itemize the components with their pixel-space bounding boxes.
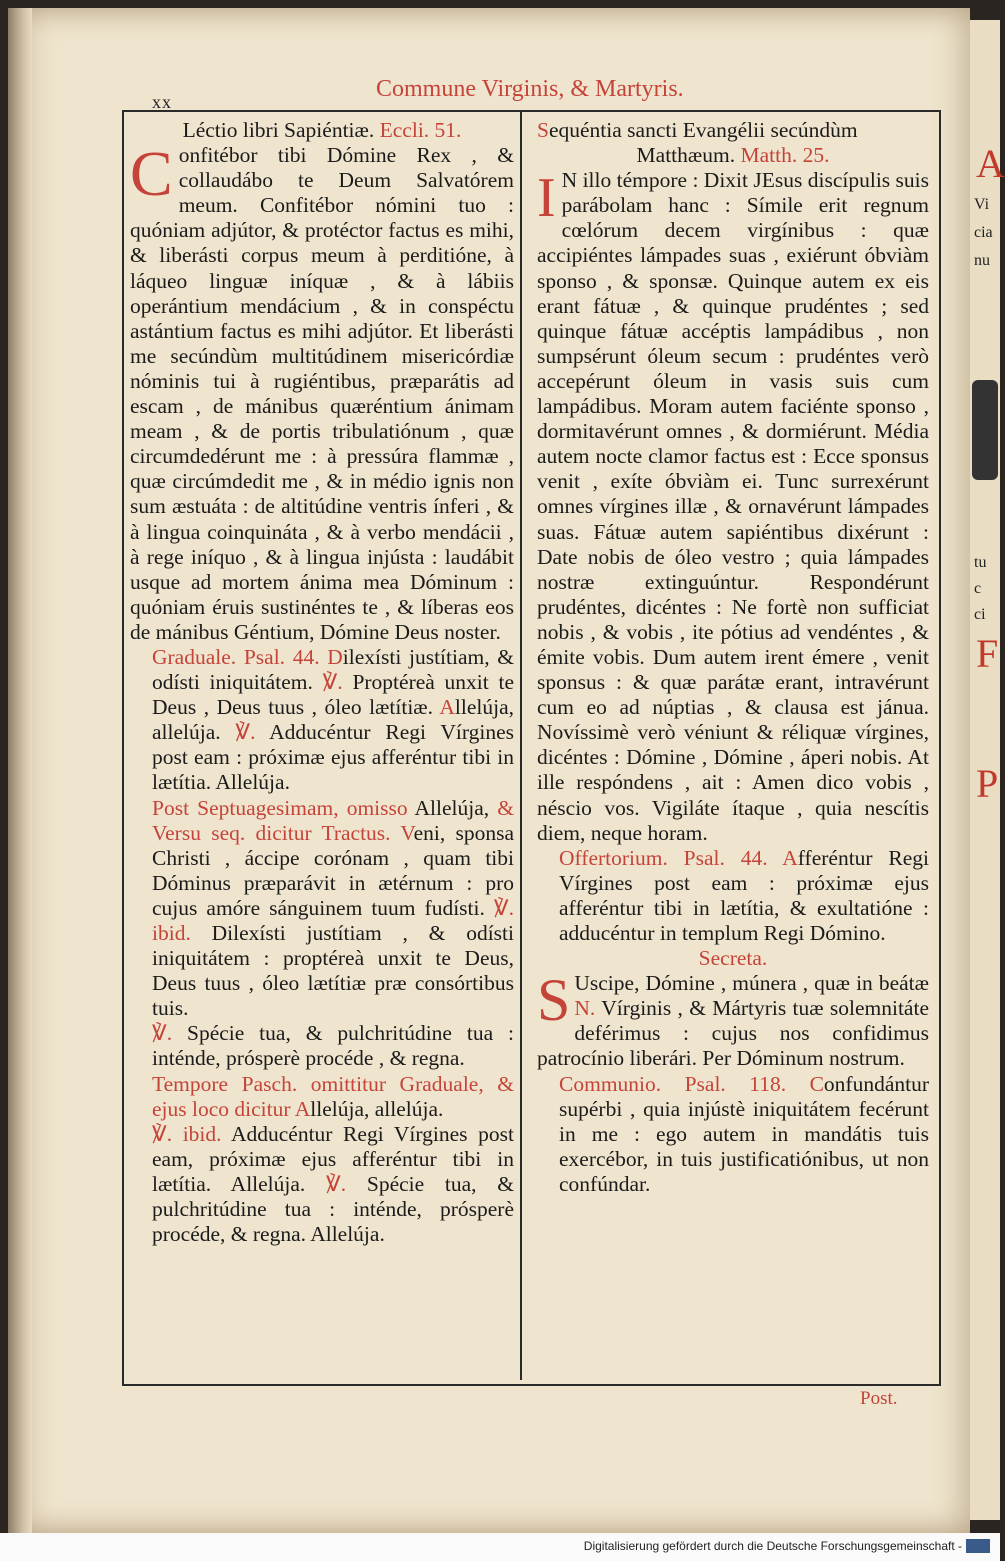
gospel-heading-2 <box>537 143 929 168</box>
rubric-paschal: Tempore Pasch. omittitur Graduale, & ejus loco dicitur <box>152 1071 514 1121</box>
dfg-logo-icon <box>966 1539 990 1553</box>
page-gutter <box>8 8 32 1533</box>
lesson-text: onfitébor tibi Dómine Rex , & collaudábo te Deum Salvatórem meum. Confitébor nómini tuo : quóniam adjútor, & protéctor factus es mihi, & liberásti corpus meum à perditióne, à láqueo linguæ iníquæ , & à lábiis operántium mendácium , & in conspéctu astántium factus es mihi adjútor. Et liberásti me secúndùm multitúdinem misericórdiæ nóminis tui à rugiéntibus, præparátis ad escam , de mánibus quæréntium ánimam meam , & de portis tribulatiónum , quæ circumdedérunt me : à pressúra flammæ , quæ circúmdedit me , & in médio ignis non sum æstuáta : de altitúdine ventris ínferi , & à lingua coinquináta , & à verbo mendácii , à rege iníquo , & à lingua injústa : laudábit usque ad mortem ánima mea Dóminum : quóniam éruis sustinéntes te , & líberas eos de mánibus Géntium, Dómine Deus noster. <box>130 143 514 644</box>
lesson-heading <box>130 118 514 143</box>
facing-text: nu <box>974 252 990 269</box>
alleluia-text: llelúja, allelúja. <box>152 695 514 745</box>
rubric-tractus: & Versu seq. dicitur Tractus. <box>152 795 514 845</box>
specie-verse <box>130 1021 514 1071</box>
facing-text: Vi <box>974 196 990 213</box>
alleluia2-text: llelúja, allelúja. <box>310 1096 444 1121</box>
gospel-heading <box>537 118 929 143</box>
secreta-dropcap: S <box>537 967 571 1034</box>
alleluia-cap: A <box>439 695 455 720</box>
tractus-text: eni, sponsa Christi , áccipe corónam , quam tibi Dóminus præparávit in ætérnum : pro cujus amóre sánguinem tuum fudísti. <box>152 820 514 920</box>
graduale-label: Graduale. Psal. 44. <box>152 644 320 669</box>
final-text: Adducéntur Regi Vírgines post eam, próximæ ejus afferéntur tibi in lætítia. Allelúja. <box>152 1121 514 1196</box>
offertory-label: Offertorium. Psal. 44. <box>559 845 768 870</box>
rubric-alleluia: Allelúja, <box>414 795 490 820</box>
tractus <box>130 796 514 1022</box>
offertory-cap: A <box>782 845 798 870</box>
facing-ornament <box>972 380 998 480</box>
page-number: xx <box>152 92 172 112</box>
facing-red-letter: A <box>976 141 1005 186</box>
catchword: Post. <box>860 1388 898 1409</box>
specie-text: Spécie tua, & pulchritúdine tua : inténde, prósperè procéde , & regna. <box>152 1021 514 1071</box>
facing-text: c <box>974 580 982 597</box>
communion <box>537 1072 929 1197</box>
footer-credit: Digitalisierung gefördert durch die Deutsche Forschungsgemeinschaft - <box>583 1539 962 1553</box>
offertory-text: fferéntur Regi Vírgines post eam : próximæ ejus afferéntur tibi in lætítia, & exultatióne : adducéntur in templum Regi Dómino. <box>559 845 929 945</box>
facing-text: tu <box>974 554 987 571</box>
graduale <box>130 645 514 796</box>
gospel-dropcap: I <box>537 167 556 230</box>
graduale-text: ilexísti justítiam, & odísti iniquitátem. <box>152 644 515 695</box>
versicle-mark: ℣. <box>326 1171 347 1196</box>
versicle-mark: ℣. <box>235 720 256 745</box>
communion-text: onfundántur supérbi , quia injústè iniquitátem fecérunt in me : ego autem in mandátis tuis exercébor, in tuis justificatiónibus, ut non confúndar. <box>559 1071 930 1196</box>
secreta-text-1: Uscipe, Dómine , múnera , quæ in beátæ <box>574 971 929 996</box>
final-text-2: Spécie tua, & pulchritúdine tua : inténde, prósperè procéde, & regna. Allelúja. <box>152 1171 515 1247</box>
column-divider <box>520 112 522 1380</box>
sequence-title: equéntia sancti Evangélii secúndùm <box>548 118 858 142</box>
paschal-rubric <box>130 1072 514 1122</box>
graduale-text-2: Proptéreà unxit te Deus , Deus tuus , óleo lætítiæ. <box>152 670 515 720</box>
facing-page-edge <box>970 20 1005 1520</box>
offertory <box>537 846 929 946</box>
lesson-title: Léctio libri Sapiéntiæ. <box>182 118 375 142</box>
paschal-verses <box>130 1122 514 1247</box>
left-column <box>130 118 514 1247</box>
versicle-mark: ℣. <box>322 670 343 695</box>
versicle-ibid: ℣. ibid. <box>152 895 514 945</box>
gospel-text: N illo témpore : Dixit JEsus discípulis suis parábolam hanc : Símile erit regnum cœlórum decem virgínibus : quæ accipiéntes lámpades suas , exiérunt óbviàm sponso , & sponsæ. Quinque autem ex eis erant fátuæ , & quinque prudéntes ; sed quinque fátuæ accéptis lampádibus , non sumpsérunt óleum secum : prudéntes verò accepérunt óleum in vasis suis cum lampádibus. Moram autem faciénte sponso , dormitavérunt omnes , & dormiérunt. Média autem nocte clamor factus est : Ecce sponsus venit , exíte óbviàm ei. Tunc surrexérunt omnes vírgines illæ , & ornavérunt lámpades suas. Fátuæ autem sapiéntibus dixérunt : Date nobis de óleo vestro ; quia lámpades nostræ extinguúntur. Respondérunt prudéntes, dicéntes : Ne fortè non sufficiat nobis , & vobis , ite pótius ad vendéntes , & émite vobis. Dum autem irent émere , venit sponsus : & quæ parátæ erant, intravérunt cum eo ad núptias , & clausa est jánua. Novíssimè verò véniunt & réliquæ vírgines, dicéntes : Dómine , Dómine , áperi nobis. At ille respóndens , ait : Amen dico vobis , néscio vos. Vigiláte ítaque , quia nescítis diem, neque horam. <box>537 168 929 845</box>
footer-bar <box>0 1533 1000 1561</box>
alleluia2-cap: A <box>294 1096 311 1121</box>
graduale-cap: D <box>327 644 343 669</box>
sequence-cap: S <box>537 118 549 142</box>
gospel-reference: Matth. 25. <box>740 143 830 168</box>
versicle-ibid: ℣. ibid. <box>152 1121 222 1146</box>
lesson-reference: Eccli. 51. <box>379 118 462 142</box>
lesson-body <box>130 138 514 645</box>
right-column <box>537 118 929 1197</box>
secreta <box>537 967 929 1071</box>
tractus-text-2: Dilexísti justítiam , & odísti iniquitátem : proptéreà unxit te Deus, Deus tuus , óleo lætítiæ præ consórtibus tuis. <box>152 921 514 1021</box>
communion-label: Communio. Psal. 118. <box>559 1071 787 1096</box>
lesson-dropcap: C <box>130 138 173 210</box>
tractus-cap: V <box>400 820 414 845</box>
running-title: Commune Virginis, & Martyris. <box>376 76 684 102</box>
secreta-label: Secreta. <box>698 946 768 971</box>
alleluia-verse: Adducéntur Regi Vírgines post eam : próximæ ejus afferéntur tibi in lætítia. Allelúja. <box>152 720 514 795</box>
facing-red-letter: F <box>976 631 999 676</box>
facing-text: ci <box>974 606 986 623</box>
secreta-name-mark: N. <box>574 996 596 1021</box>
sequence-title-2: Matthæum. <box>636 143 736 168</box>
rubric-septuagesima: Post Septuagesimam, omisso <box>152 795 408 820</box>
secreta-text-2: Vírginis , & Mártyris tuæ solemnitáte deférimus : cujus nos confidimus patrocínio liberári. Per Dóminum nostrum. <box>537 996 929 1071</box>
facing-red-letter: P <box>976 761 999 806</box>
facing-text: cia <box>974 224 993 241</box>
communion-cap: C <box>809 1071 824 1096</box>
versicle-mark: ℣. <box>152 1021 173 1046</box>
gospel-body <box>537 168 929 846</box>
